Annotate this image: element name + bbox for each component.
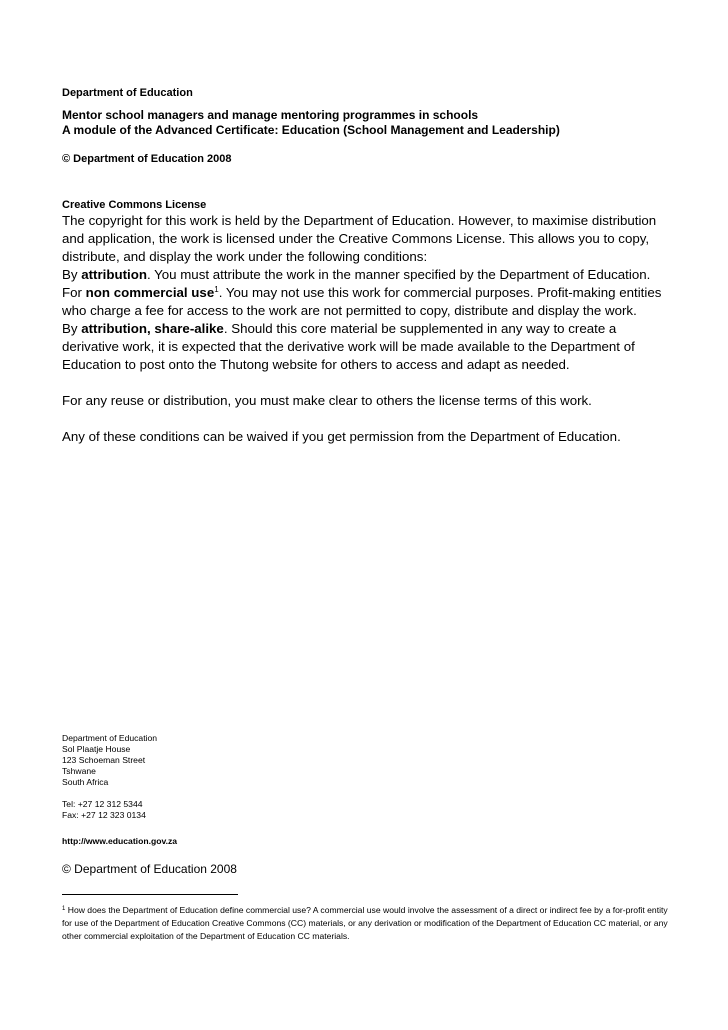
address-line: Tshwane	[62, 766, 96, 776]
address-line: South Africa	[62, 777, 109, 787]
website-link[interactable]: http://www.education.gov.za	[62, 836, 178, 846]
condition-attribution	[62, 266, 674, 284]
reuse-note: For any reuse or distribution, you must make clear to others the license terms of this work.	[62, 393, 592, 408]
condition-prefix: By	[62, 321, 82, 336]
license-heading: Creative Commons License	[62, 199, 207, 211]
condition-term: non commercial use	[85, 285, 215, 300]
footnote-divider	[62, 894, 238, 895]
license-intro: The copyright for this work is held by the Department of Education. However, to maximise distribution and application, the work is licensed under the Creative Commons License. This allows you to copy, distribute, and display the work under the following conditions:	[62, 213, 657, 264]
fax: Fax: +27 12 323 0134	[62, 810, 146, 820]
address-line: Sol Plaatje House	[62, 744, 131, 754]
condition-term: attribution, share-alike	[81, 321, 224, 336]
waiver-note: Any of these conditions can be waived if you get permission from the Department of Education.	[62, 429, 621, 444]
contact-address	[62, 733, 157, 821]
footnote-text: How does the Department of Education define commercial use? A commercial use would involve the assessment of a direct or indirect fee by a for-profit entity for use of the Department of Education Creative Commons (CC) materials, or any derivation or modification of the Department of Education CC material, or any other commercial exploitation of the Department of Education CC materials.	[62, 905, 668, 941]
license-body	[62, 212, 674, 446]
address-line: Department of Education	[62, 733, 158, 743]
telephone: Tel: +27 12 312 5344	[62, 799, 143, 809]
condition-text: . You must attribute the work in the manner specified by the Department of Education.	[146, 267, 651, 282]
department-name: Department of Education	[62, 87, 193, 99]
footnote	[62, 904, 670, 943]
condition-noncommercial	[62, 284, 674, 320]
module-title-line-1: Mentor school managers and manage mentoring programmes in schools	[62, 108, 479, 122]
footnote-marker: 1	[62, 906, 66, 912]
condition-text: . You may not use this work for commercial purposes. Profit-making entities who charge a fee for access to the work are not permitted to copy, distribute and display the work.	[62, 285, 662, 318]
module-title	[62, 108, 560, 138]
module-title-line-2: A module of the Advanced Certificate: Education (School Management and Leadership)	[62, 123, 560, 137]
condition-prefix: By	[62, 267, 82, 282]
condition-text: . Should this core material be supplemented in any way to create a derivative work, it is expected that the derivative work will be made available to the Department of Education to post onto the Thutong website for others to access and adapt as needed.	[62, 321, 635, 372]
condition-prefix: For	[62, 285, 86, 300]
condition-sharealike	[62, 320, 674, 374]
footer-copyright: © Department of Education 2008	[62, 862, 237, 876]
footnote-reference: 1	[214, 285, 219, 294]
address-line: 123 Schoeman Street	[62, 755, 146, 765]
copyright-notice: © Department of Education 2008	[62, 153, 232, 165]
condition-term: attribution	[81, 267, 147, 282]
